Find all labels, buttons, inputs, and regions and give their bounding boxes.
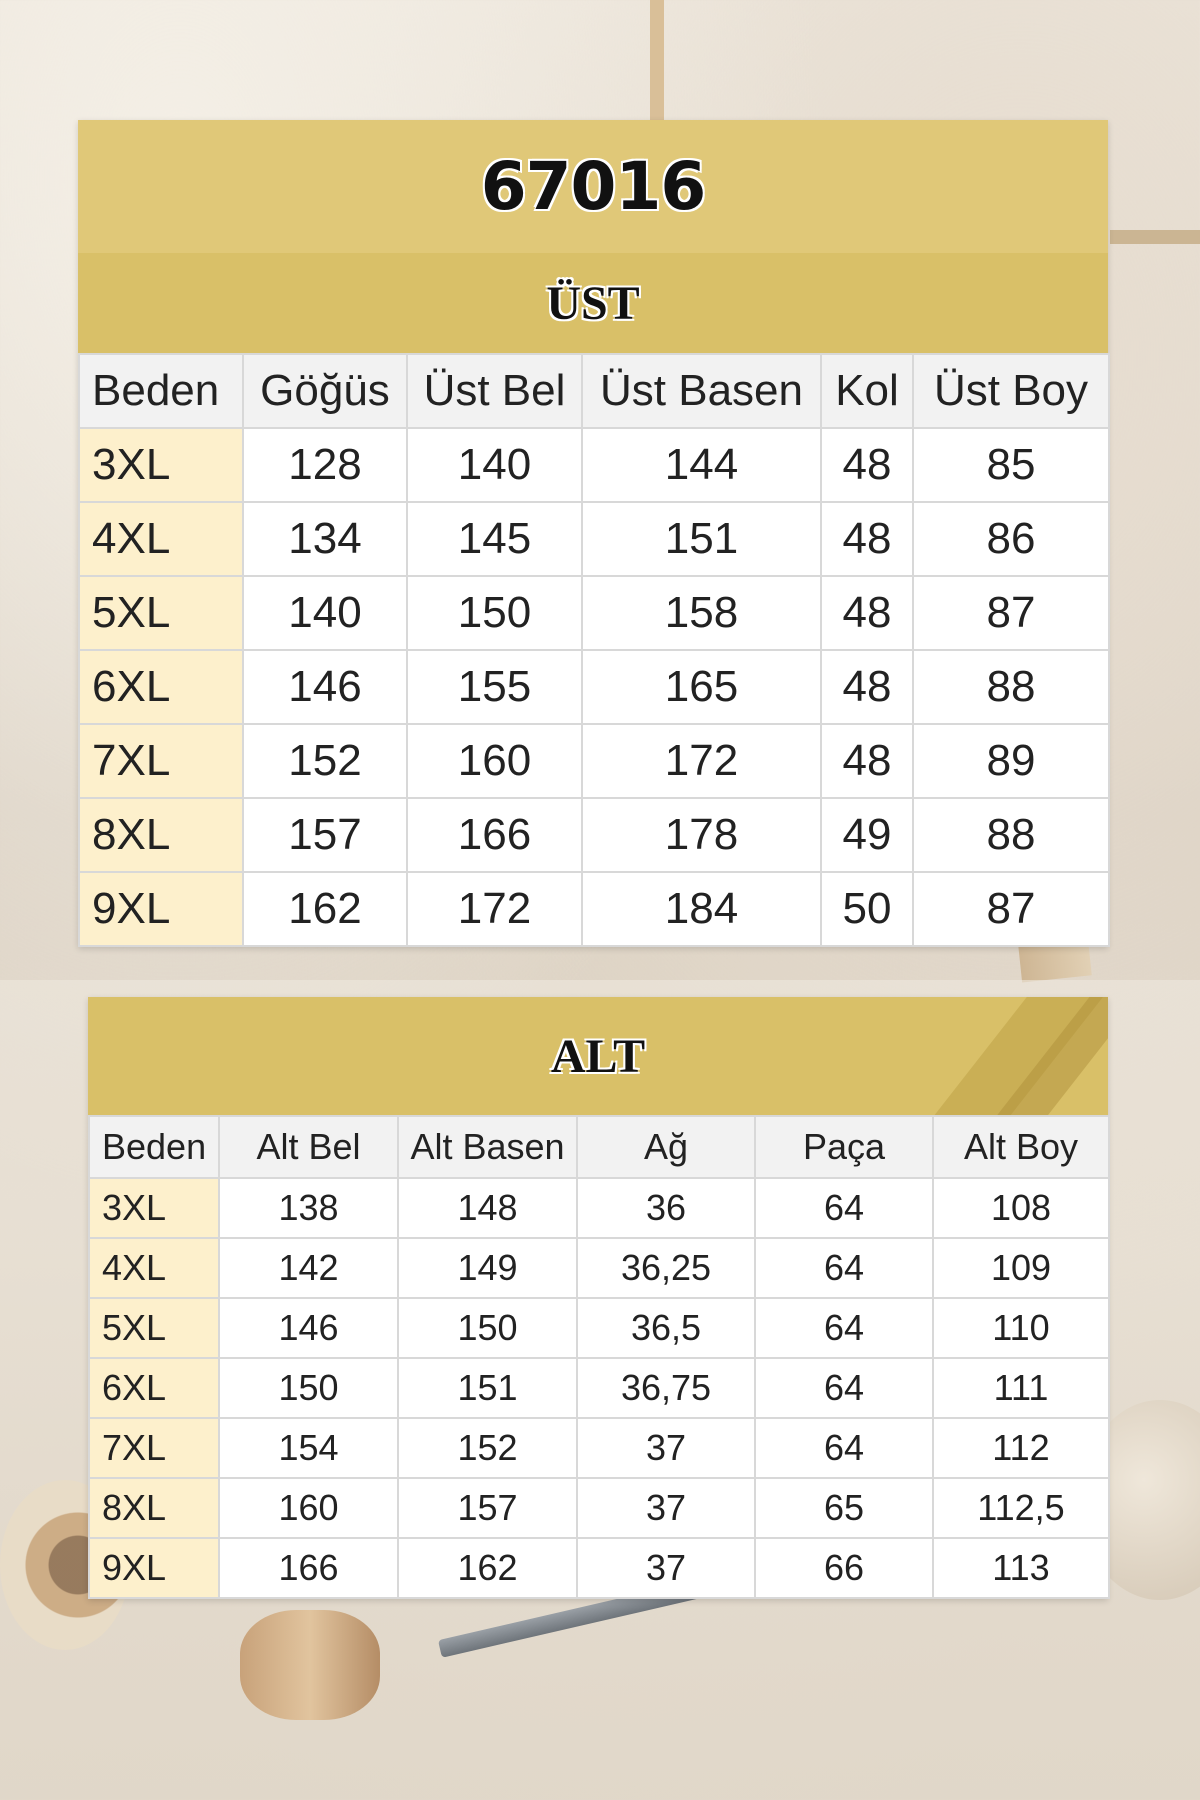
column-header: Üst Boy (913, 354, 1109, 428)
value-cell: 66 (755, 1538, 933, 1598)
size-cell: 5XL (79, 576, 243, 650)
value-cell: 162 (398, 1538, 577, 1598)
value-cell: 151 (398, 1358, 577, 1418)
top-section-banner (78, 253, 1108, 353)
value-cell: 89 (913, 724, 1109, 798)
value-cell: 88 (913, 798, 1109, 872)
value-cell: 138 (219, 1178, 398, 1238)
value-cell: 145 (407, 502, 582, 576)
value-cell: 146 (219, 1298, 398, 1358)
table-row (89, 1538, 1109, 1598)
value-cell: 37 (577, 1418, 755, 1478)
size-cell: 8XL (79, 798, 243, 872)
value-cell: 108 (933, 1178, 1109, 1238)
value-cell: 113 (933, 1538, 1109, 1598)
bottom-size-table (88, 1115, 1110, 1599)
value-cell: 110 (933, 1298, 1109, 1358)
column-header: Göğüs (243, 354, 407, 428)
column-header: Ağ (577, 1116, 755, 1178)
value-cell: 134 (243, 502, 407, 576)
value-cell: 36,25 (577, 1238, 755, 1298)
size-cell: 9XL (89, 1538, 219, 1598)
column-header: Kol (821, 354, 913, 428)
table-row (79, 872, 1109, 946)
top-section-title: ÜST (546, 276, 640, 330)
value-cell: 36 (577, 1178, 755, 1238)
table-row (89, 1298, 1109, 1358)
value-cell: 64 (755, 1358, 933, 1418)
value-cell: 86 (913, 502, 1109, 576)
column-header: Beden (89, 1116, 219, 1178)
size-cell: 6XL (79, 650, 243, 724)
column-header: Paça (755, 1116, 933, 1178)
value-cell: 157 (243, 798, 407, 872)
value-cell: 88 (913, 650, 1109, 724)
value-cell: 178 (582, 798, 821, 872)
size-cell: 5XL (89, 1298, 219, 1358)
product-code-banner (78, 120, 1108, 253)
value-cell: 36,75 (577, 1358, 755, 1418)
bottom-section-banner (88, 997, 1108, 1115)
top-size-table (78, 353, 1110, 947)
bottom-size-card (88, 997, 1108, 1599)
value-cell: 112,5 (933, 1478, 1109, 1538)
table-row (79, 650, 1109, 724)
value-cell: 37 (577, 1478, 755, 1538)
value-cell: 172 (407, 872, 582, 946)
size-cell: 6XL (89, 1358, 219, 1418)
value-cell: 155 (407, 650, 582, 724)
value-cell: 140 (243, 576, 407, 650)
value-cell: 160 (219, 1478, 398, 1538)
table-row (79, 428, 1109, 502)
value-cell: 148 (398, 1178, 577, 1238)
value-cell: 37 (577, 1538, 755, 1598)
value-cell: 154 (219, 1418, 398, 1478)
value-cell: 146 (243, 650, 407, 724)
value-cell: 158 (582, 576, 821, 650)
value-cell: 64 (755, 1418, 933, 1478)
value-cell: 150 (407, 576, 582, 650)
value-cell: 172 (582, 724, 821, 798)
table-row (79, 502, 1109, 576)
value-cell: 142 (219, 1238, 398, 1298)
table-row (89, 1418, 1109, 1478)
value-cell: 48 (821, 724, 913, 798)
value-cell: 64 (755, 1238, 933, 1298)
table-row (89, 1238, 1109, 1298)
value-cell: 48 (821, 650, 913, 724)
thread-spool-image (240, 1610, 380, 1720)
table-header-row (89, 1116, 1109, 1178)
column-header: Üst Basen (582, 354, 821, 428)
value-cell: 152 (398, 1418, 577, 1478)
table-row (79, 576, 1109, 650)
value-cell: 165 (582, 650, 821, 724)
size-cell: 4XL (89, 1238, 219, 1298)
value-cell: 144 (582, 428, 821, 502)
value-cell: 85 (913, 428, 1109, 502)
value-cell: 87 (913, 576, 1109, 650)
value-cell: 49 (821, 798, 913, 872)
value-cell: 150 (219, 1358, 398, 1418)
value-cell: 48 (821, 502, 913, 576)
value-cell: 166 (219, 1538, 398, 1598)
value-cell: 111 (933, 1358, 1109, 1418)
table-row (89, 1178, 1109, 1238)
size-cell: 8XL (89, 1478, 219, 1538)
size-cell: 9XL (79, 872, 243, 946)
column-header: Alt Basen (398, 1116, 577, 1178)
table-row (79, 724, 1109, 798)
table-header-row (79, 354, 1109, 428)
background-shelf (1110, 230, 1200, 244)
value-cell: 152 (243, 724, 407, 798)
value-cell: 128 (243, 428, 407, 502)
value-cell: 48 (821, 428, 913, 502)
column-header: Alt Bel (219, 1116, 398, 1178)
value-cell: 48 (821, 576, 913, 650)
size-cell: 4XL (79, 502, 243, 576)
value-cell: 109 (933, 1238, 1109, 1298)
value-cell: 140 (407, 428, 582, 502)
column-header: Alt Boy (933, 1116, 1109, 1178)
value-cell: 162 (243, 872, 407, 946)
value-cell: 166 (407, 798, 582, 872)
bottom-section-title: ALT (550, 1029, 646, 1083)
table-row (89, 1478, 1109, 1538)
table-row (79, 798, 1109, 872)
value-cell: 184 (582, 872, 821, 946)
value-cell: 151 (582, 502, 821, 576)
size-cell: 3XL (79, 428, 243, 502)
value-cell: 64 (755, 1178, 933, 1238)
value-cell: 112 (933, 1418, 1109, 1478)
product-code: 67016 (480, 148, 706, 225)
value-cell: 64 (755, 1298, 933, 1358)
size-cell: 7XL (89, 1418, 219, 1478)
table-row (89, 1358, 1109, 1418)
value-cell: 160 (407, 724, 582, 798)
value-cell: 36,5 (577, 1298, 755, 1358)
column-header: Üst Bel (407, 354, 582, 428)
top-size-card (78, 120, 1108, 947)
value-cell: 50 (821, 872, 913, 946)
value-cell: 65 (755, 1478, 933, 1538)
column-header: Beden (79, 354, 243, 428)
value-cell: 157 (398, 1478, 577, 1538)
value-cell: 150 (398, 1298, 577, 1358)
size-cell: 3XL (89, 1178, 219, 1238)
size-cell: 7XL (79, 724, 243, 798)
value-cell: 149 (398, 1238, 577, 1298)
value-cell: 87 (913, 872, 1109, 946)
